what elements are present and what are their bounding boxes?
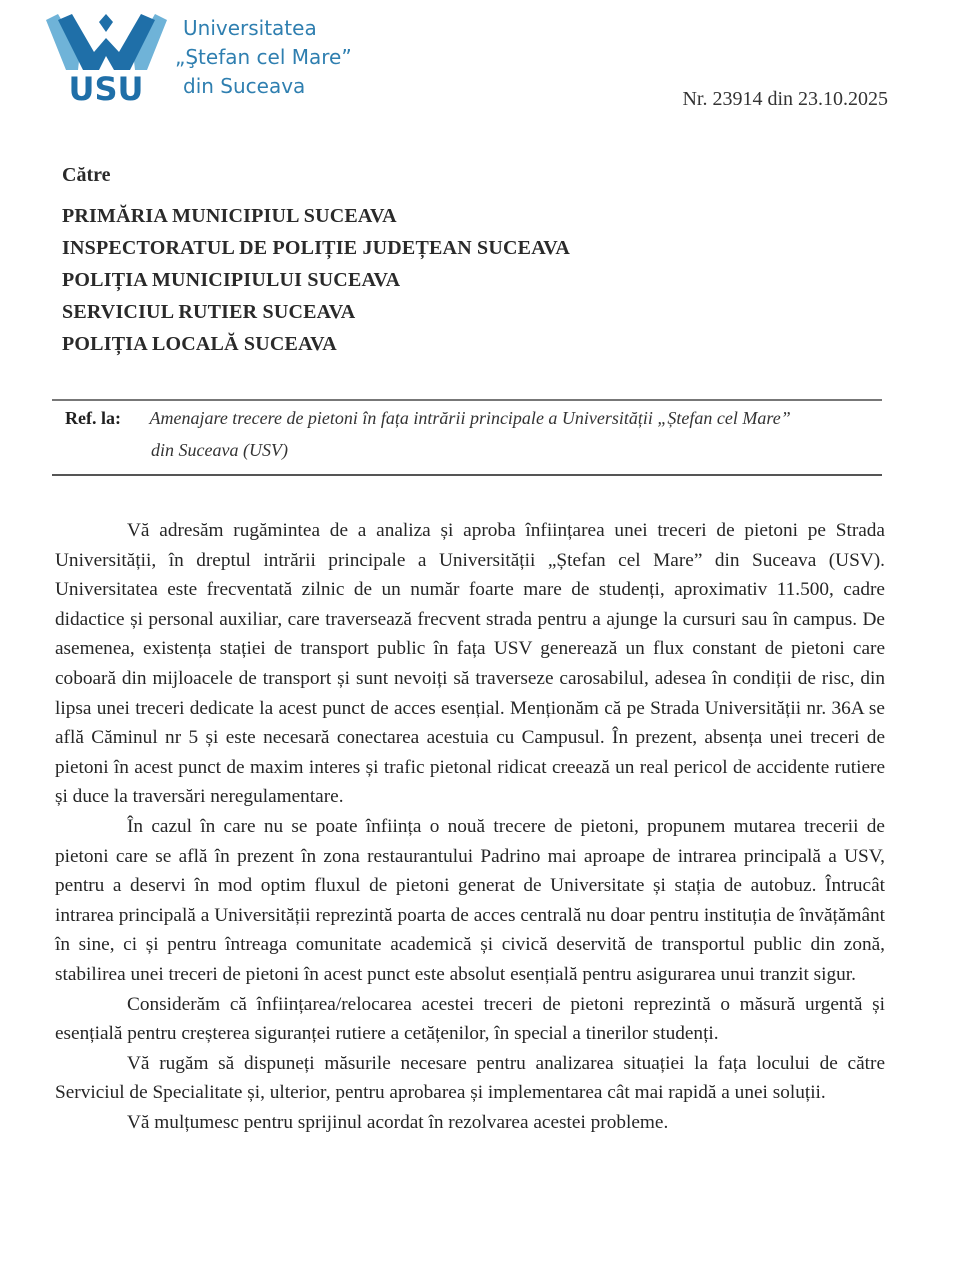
university-name-line-3: din Suceava: [183, 74, 306, 98]
document-number: Nr. 23914 din 23.10.2025: [682, 88, 888, 110]
reference-subject-line-1: Amenajare trecere de pietoni în fața intrării principale a Universității „Ștefan cel Mare”: [149, 408, 791, 428]
addressee-item: POLIȚIA LOCALĂ SUCEAVA: [62, 333, 337, 355]
university-name: [175, 14, 352, 101]
university-name-line-1: Universitatea: [183, 16, 317, 40]
addressee-item: INSPECTORATUL DE POLIȚIE JUDEȚEAN SUCEAVA: [62, 237, 570, 259]
university-logo: [44, 8, 169, 103]
logo-acronym: USU: [68, 70, 144, 103]
reference-top-divider: [52, 399, 882, 401]
usu-crown-logo-icon: [44, 8, 169, 103]
reference-subject-line-2: din Suceava (USV): [151, 440, 288, 460]
body-paragraph: Considerăm că înființarea/relocarea acestei treceri de pietoni reprezintă o măsură urgentă și esențială pentru creșterea siguranței rutiere a cetățenilor, în special a tinerilor studenți.: [55, 993, 885, 1045]
reference-bottom-divider: [52, 474, 882, 476]
addressee-label: Către: [62, 164, 111, 186]
reference-label: Ref. la:: [65, 408, 121, 428]
addressee-item: PRIMĂRIA MUNICIPIUL SUCEAVA: [62, 205, 397, 227]
body-paragraph: În cazul în care nu se poate înființa o nouă trecere de pietoni, propunem mutarea trecerii de pietoni care se află în prezent în zona restaurantului Padrino mai aproape de intrarea principală a USV, pentru a deservi în mod optim fluxul de pietoni generat de Universitate și stația de autobuz. Întrucât intrarea principală a Universității reprezintă poarta de acces centrală nu doar pentru instituția de învățământ în sine, ci și pentru întreaga comunitate academică și civică deservită de transportul public din zonă, stabilirea unei treceri de pietoni în acest punct este absolut esențială pentru asigurarea unui tranzit sigur.: [55, 815, 885, 985]
addressee-list: [62, 200, 570, 360]
reference-block: [65, 402, 885, 466]
letter-body: [55, 516, 885, 1137]
body-paragraph: Vă rugăm să dispuneți măsurile necesare pentru analizarea situației la fața locului de către Serviciul de Specialitate și, ulterior, pentru aprobarea și implementarea cât mai rapidă a unei soluții.: [55, 1052, 885, 1104]
university-name-line-2: „Ştefan cel Mare”: [175, 45, 352, 69]
body-paragraph: Vă adresăm rugămintea de a analiza și aproba înființarea unei treceri de pietoni pe Strada Universității, în dreptul intrării principale a Universității „Ștefan cel Mare” din Suceava (USV). Universitatea este frecventată zilnic de un număr foarte mare de studenți, aproximativ 11.500, cadre didactice și personal auxiliar, care traversează frecvent strada pentru a ajunge la cursuri sau în campus. De asemenea, existența stației de transport public în fața USV generează un flux constant de pietoni care coboară din mijloacele de transport și sunt nevoiți să traverseze carosabilul, adesea în condiții de risc, din lipsa unei treceri dedicate la acest punct de acces esențial. Menționăm că pe Strada Universității nr. 36A se află Căminul nr 5 și este necesară conectarea acestuia cu Campusul. În prezent, absența unei treceri de pietoni în acest punct de maxim interes și trafic pietonal ridicat creează un real pericol de accidente rutiere și duce la traversări neregulamentare.: [55, 520, 885, 808]
body-paragraph: Vă mulțumesc pentru sprijinul acordat în rezolvarea acestei probleme.: [127, 1111, 669, 1133]
addressee-item: SERVICIUL RUTIER SUCEAVA: [62, 301, 356, 323]
addressee-item: POLIȚIA MUNICIPIULUI SUCEAVA: [62, 269, 401, 291]
